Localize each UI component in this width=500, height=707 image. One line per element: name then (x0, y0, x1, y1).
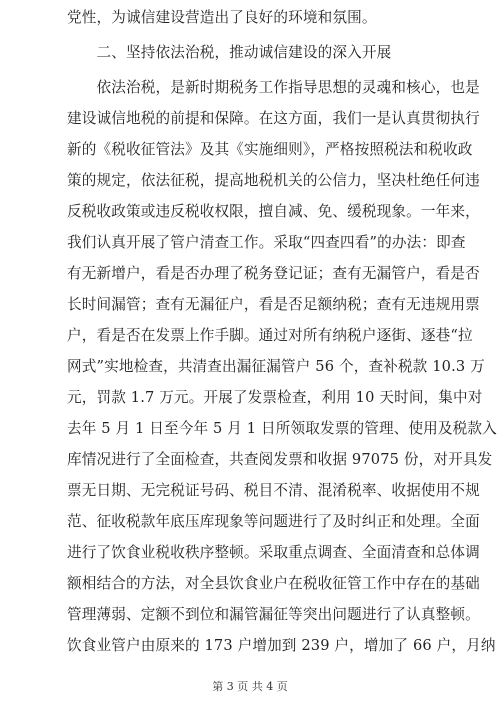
text-line: 长时间漏管；查有无漏征户，看是否足额纳税；查有无违规用票 (67, 296, 480, 313)
text-line: 去年 5 月 1 日至今年 5 月 1 日所领取发票的管理、使用及税款入 (67, 420, 497, 437)
page-footer: 第 3 页 共 4 页 (212, 680, 288, 693)
text-line: 票无日期、无完税证号码、税目不清、混淆税率、收据使用不规 (67, 482, 480, 499)
text-line: 策的规定，依法征税，提高地税机关的公信力，坚决杜绝任何违 (67, 172, 480, 189)
text-line: 管理薄弱、定额不到位和漏管漏征等突出问题进行了认真整顿。 (67, 606, 480, 623)
text-line: 范、征收税款年底压库现象等问题进行了及时纠正和处理。全面 (67, 513, 480, 530)
text-line: 新的《税收征管法》及其《实施细则》，严格按照税法和税收政 (67, 141, 473, 158)
section-heading: 二、坚持依法治税，推动诚信建设的深入开展 (67, 44, 392, 61)
text-line: 建设诚信地税的前提和保障。在这方面，我们一是认真贯彻执行 (67, 110, 480, 127)
text-line: 党性，为诚信建设营造出了良好的环境和氛围。 (67, 9, 377, 26)
text-line: 我们认真开展了管户清查工作。采取“四查四看”的办法：即查 (67, 234, 466, 251)
text-line: 网式”实地检查，共清查出漏征漏管户 56 个，查补税款 10.3 万 (67, 358, 485, 375)
text-line: 进行了饮食业税收秩序整顿。采取重点调查、全面清查和总体调 (67, 544, 480, 561)
text-line: 库情况进行了全面检查，共查阅发票和收据 97075 份，对开具发 (67, 451, 493, 468)
text-line: 额相结合的方法，对全县饮食业户在税收征管工作中存在的基础 (67, 575, 480, 592)
text-line: 饮食业管户由原来的 173 户增加到 239 户，增加了 66 户，月纳 (67, 637, 496, 654)
text-line: 反税收政策或违反税收权限，擅自减、免、缓税现象。一年来， (67, 203, 480, 220)
text-line: 元，罚款 1.7 万元。开展了发票检查，利用 10 天时间，集中对 (67, 389, 483, 406)
text-line: 户，看是否在发票上作手脚。通过对所有纳税户逐街、逐巷“拉 (67, 327, 473, 344)
text-line: 有无新增户，看是否办理了税务登记证；查有无漏管户，看是否 (67, 265, 480, 282)
text-line: 依法治税，是新时期税务工作指导思想的灵魂和核心，也是 (67, 79, 480, 96)
